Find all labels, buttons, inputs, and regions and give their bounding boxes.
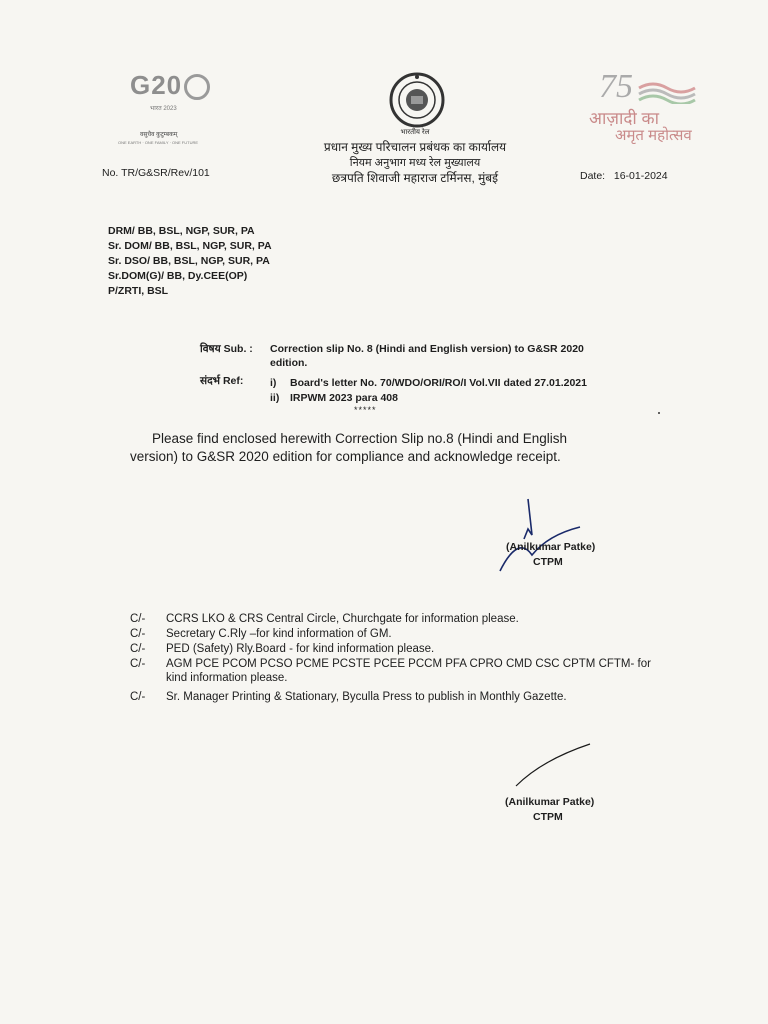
g20-tagline: ONE EARTH · ONE FAMILY · ONE FUTURE [118,140,199,145]
copy-text: AGM PCE PCOM PCSO PCME PCSTE PCEE PCCM PFA CPRO CMD CSC CPTM CFTM- for kind information please. [166,658,651,684]
signatory-name: (Anilkumar Patke) [506,541,596,553]
copy-text: CCRS LKO & CRS Central Circle, Churchgate for information please. [166,613,519,625]
letter-reference-number: No. TR/G&SR/Rev/101 [102,167,210,179]
office-section: नियम अनुभाग मध्य रेल मुख्यालय [349,157,481,169]
reference-index: i) [270,377,277,389]
copy-to-item [130,657,656,685]
azadi-number: 75 [599,68,633,105]
flag-wave-icon [637,80,697,104]
reference-item [270,376,587,391]
g20-logo [118,70,238,160]
addressee: Sr. DSO/ BB, BSL, NGP, SUR, PA [108,255,270,267]
office-title: प्रधान मुख्य परिचालन प्रबंधक का कार्यालय [323,140,507,154]
addressee: P/ZRTI, BSL [108,285,169,297]
reference-label: संदर्भ Ref: [200,375,244,387]
signatory-post-2: CTPM [533,811,563,823]
copy-label: C/- [130,691,146,703]
addressee: Sr.DOM(G)/ BB, Dy.CEE(OP) [108,270,248,282]
azadi-line-1: आज़ादी का [589,109,660,128]
g20-sub: भारत 2023 [150,106,177,112]
letter-body [130,430,605,466]
subject-label: विषय Sub. : [200,343,253,355]
copy-label: C/- [130,643,146,655]
addressee-list [108,224,272,299]
office-location: छत्रपति शिवाजी महाराज टर्मिनस, मुंबई [331,171,499,185]
copy-to-item [130,612,656,626]
copy-label: C/- [130,658,146,670]
g20-mark: G20 [130,70,183,100]
signature-icon [512,740,592,790]
addressee: DRM/ BB, BSL, NGP, SUR, PA [108,225,255,237]
signatory-post: CTPM [533,556,563,568]
copy-text: Sr. Manager Printing & Stationary, Byculla Press to publish in Monthly Gazette. [166,691,567,703]
globe-icon [184,74,210,100]
copy-to-list [130,612,656,705]
indian-railways-emblem-icon [389,72,445,128]
emblem-caption: भारतीय रेल [400,129,430,136]
copy-label: C/- [130,613,146,625]
date-label: Date: [580,170,606,182]
speck-mark [658,412,660,414]
copy-text: Secretary C.Rly –for kind information of GM. [166,628,392,640]
reference-text: Board's letter No. 70/WDO/ORI/RO/I Vol.VII dated 27.01.2021 [290,377,587,389]
reference-item [270,391,587,406]
date-value: 16-01-2024 [613,170,668,182]
copy-text: PED (Safety) Rly.Board - for kind information please. [166,643,435,655]
body-text: Please find enclosed herewith Correction Slip no.8 (Hindi and English version) to G&SR 2020 edition for compliance and acknowledge receipt. [130,431,567,464]
letter-date [580,170,668,182]
signatory-name-2: (Anilkumar Patke) [505,796,595,808]
reference-list [270,376,587,406]
azadi-ka-amrit-mahotsav-logo [585,68,710,152]
reference-text: IRPWM 2023 para 408 [290,392,398,404]
g20-hindi-motto: वसुधैव कुटुम्बकम् [140,132,178,138]
copy-to-item [130,627,656,641]
azadi-line-2: अमृत महोत्सव [615,127,692,144]
copy-label: C/- [130,628,146,640]
addressee: Sr. DOM/ BB, BSL, NGP, SUR, PA [108,240,272,252]
section-separator: ***** [354,405,377,415]
reference-index: ii) [270,392,280,404]
copy-to-item [130,690,656,704]
copy-to-item [130,642,656,656]
subject-text: Correction slip No. 8 (Hindi and English version) to G&SR 2020 edition. [270,343,584,369]
